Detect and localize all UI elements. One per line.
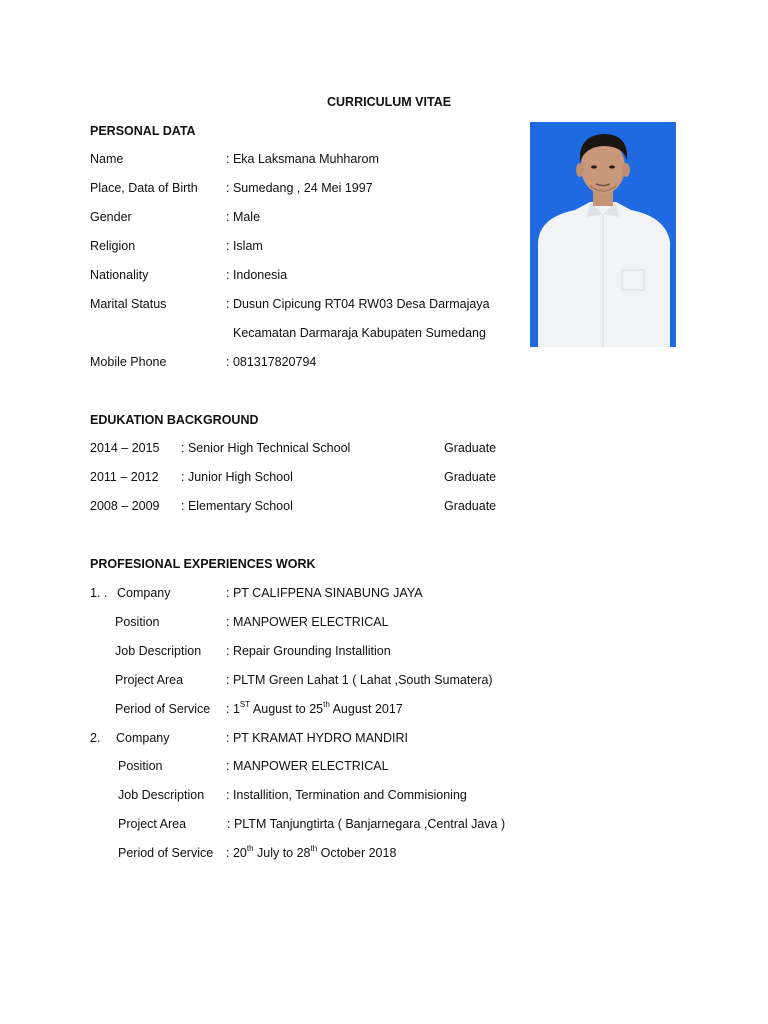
period-suffix: August 2017 <box>329 702 403 716</box>
period-middle: July to 28 <box>253 846 311 860</box>
period-value <box>226 701 403 717</box>
project-area-value: : PLTM Tanjungtirta ( Banjarnegara ,Central Java ) <box>227 817 506 831</box>
period-value <box>226 845 396 861</box>
gender-label: Gender <box>90 210 132 224</box>
period-superscript: th <box>246 843 254 853</box>
job-number: 2. <box>90 731 101 745</box>
education-school: : Junior High School <box>181 470 293 484</box>
job-description-label: Job Description <box>118 788 205 802</box>
education-school: : Senior High Technical School <box>181 441 351 455</box>
education-heading: EDUKATION BACKGROUND <box>90 413 259 427</box>
education-status: Graduate <box>444 499 497 513</box>
name-value: : Eka Laksmana Muhharom <box>226 152 379 166</box>
phone-value: : 081317820794 <box>226 355 317 369</box>
nationality-value: : Indonesia <box>226 268 288 282</box>
profile-photo <box>530 122 676 347</box>
personal-data-heading: PERSONAL DATA <box>90 124 196 138</box>
religion-value: : Islam <box>226 239 263 253</box>
company-value: : PT CALIFPENA SINABUNG JAYA <box>226 586 423 600</box>
gender-value: : Male <box>226 210 261 224</box>
education-status: Graduate <box>444 441 497 455</box>
project-area-value: : PLTM Green Lahat 1 ( Lahat ,South Sumatera) <box>226 673 493 687</box>
job-description-value: : Installition, Termination and Commisioning <box>226 788 467 802</box>
education-status: Graduate <box>444 470 497 484</box>
marital-label: Marital Status <box>90 297 167 311</box>
education-school: : Elementary School <box>181 499 293 513</box>
project-area-label: Project Area <box>118 817 187 831</box>
job-description-label: Job Description <box>115 644 202 658</box>
project-area-label: Project Area <box>115 673 184 687</box>
company-value: : PT KRAMAT HYDRO MANDIRI <box>226 731 408 745</box>
page-title: CURRICULUM VITAE <box>327 95 452 109</box>
company-label: Company <box>116 731 170 745</box>
phone-label: Mobile Phone <box>90 355 167 369</box>
period-prefix: : 20 <box>226 846 247 860</box>
period-label: Period of Service <box>115 702 211 716</box>
position-label: Position <box>115 615 160 629</box>
religion-label: Religion <box>90 239 136 253</box>
education-years: 2011 – 2012 <box>90 470 159 484</box>
job-number: 1. . <box>90 586 108 600</box>
period-prefix: : 1 <box>226 702 240 716</box>
period-superscript: th <box>310 843 318 853</box>
education-years: 2008 – 2009 <box>90 499 160 513</box>
period-label: Period of Service <box>118 846 214 860</box>
period-superscript: ST <box>239 699 251 709</box>
education-years: 2014 – 2015 <box>90 441 160 455</box>
position-value: : MANPOWER ELECTRICAL <box>226 615 389 629</box>
name-label: Name <box>90 152 124 166</box>
marital-value-line2: Kecamatan Darmaraja Kabupaten Sumedang <box>233 326 486 340</box>
period-suffix: October 2018 <box>317 846 397 860</box>
position-label: Position <box>118 759 163 773</box>
period-superscript: th <box>323 699 330 709</box>
nationality-label: Nationality <box>90 268 149 282</box>
job-description-value: : Repair Grounding Installition <box>226 644 391 658</box>
marital-value-line1: : Dusun Cipicung RT04 RW03 Desa Darmajaya <box>226 297 490 311</box>
birth-label: Place, Data of Birth <box>90 181 198 195</box>
birth-value: : Sumedang , 24 Mei 1997 <box>226 181 373 195</box>
experience-heading: PROFESIONAL EXPERIENCES WORK <box>90 557 316 571</box>
period-middle: August to 25 <box>250 702 324 716</box>
position-value: : MANPOWER ELECTRICAL <box>226 759 389 773</box>
company-label: Company <box>117 586 171 600</box>
person-portrait-icon <box>530 122 676 347</box>
